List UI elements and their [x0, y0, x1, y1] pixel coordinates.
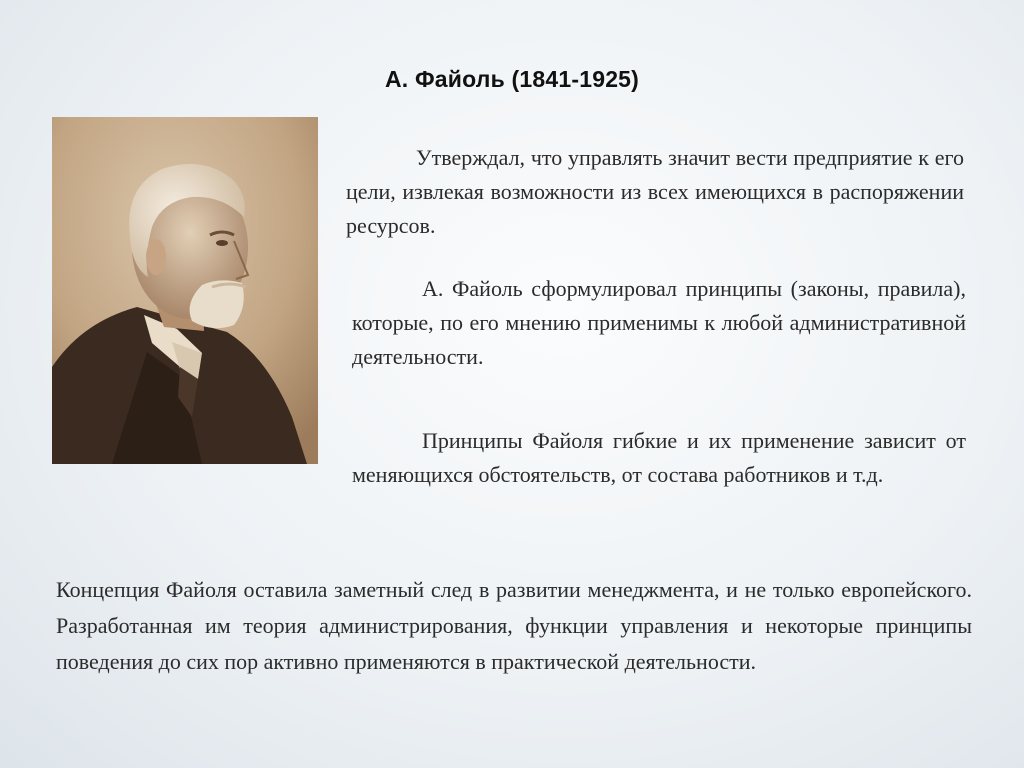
portrait-photo	[52, 117, 318, 464]
paragraph-definition: Утверждал, что управлять значит вести предприятие к его цели, извлекая возможности из всех имеющихся в распоряжении ресурсов.	[346, 145, 964, 238]
paragraph-principles: А. Файоль сформулировал принципы (законы, правила), которые, по его мнению применимы к любой административной деятельности.	[352, 276, 966, 369]
paragraph-flexibility: Принципы Файоля гибкие и их применение зависит от меняющихся обстоятельств, от состава работников и т.д.	[352, 428, 966, 487]
paragraph-concept: Концепция Файоля оставила заметный след в развитии менеджмента, и не только европейского. Разработанная им теория администрирования, функции управления и некоторые принципы поведения до сих пор активно применяются в практической деятельности.	[56, 577, 972, 674]
slide-title: А. Файоль (1841-1925)	[384, 66, 640, 92]
